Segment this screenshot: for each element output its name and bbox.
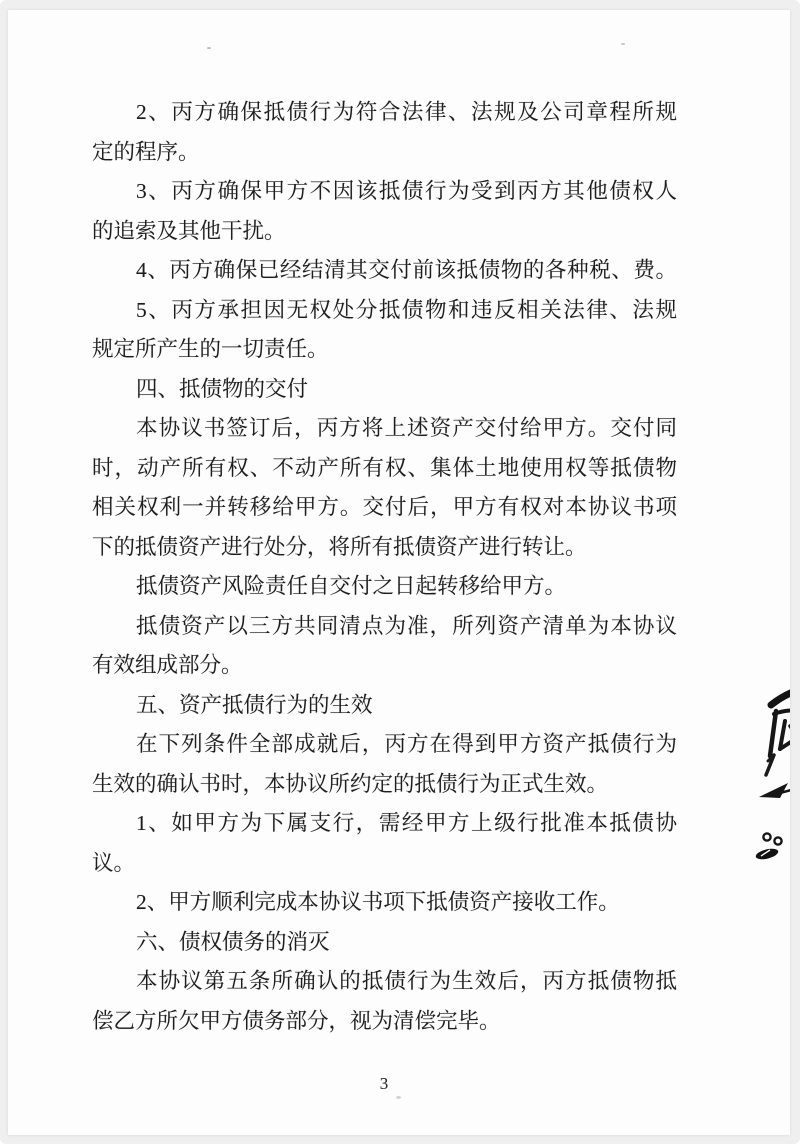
text-line: 2、甲方顺利完成本协议书项下抵债资产接收工作。 (136, 890, 620, 914)
text-line: 1、如甲方为下属支行，需经甲方上级行批准本抵债协 (136, 811, 677, 835)
handwriting-marks-icon (745, 680, 790, 870)
text-line: 有效组成部分。 (92, 653, 243, 677)
text-line: 本协议书签订后，丙方将上述资产交付给甲方。交付同 (136, 416, 677, 440)
text-line: 3、丙方确保甲方不因该抵债行为受到丙方其他债权人 (136, 179, 677, 203)
scan-speck (396, 1096, 401, 1099)
text-line: 本协议第五条所确认的抵债行为生效后，丙方抵债物抵 (136, 969, 677, 993)
document-page (8, 10, 790, 1135)
contract-text (92, 93, 677, 1041)
text-line: 5、丙方承担因无权处分抵债物和违反相关法律、法规 (136, 297, 677, 322)
text-line: 抵债资产风险责任自交付之日起转移给甲方。 (136, 574, 567, 598)
text-line: 规定所产生的一切责任。 (92, 337, 329, 361)
text-line: 的追索及其他干扰。 (92, 218, 286, 243)
scan-speck (207, 47, 211, 49)
scan-speck (621, 43, 625, 45)
text-line: 时，动产所有权、不动产所有权、集体土地使用权等抵债物 (92, 455, 677, 480)
text-line: 议。 (92, 850, 136, 875)
page-number: 3 (379, 1074, 389, 1093)
text-line: 下的抵债资产进行处分，将所有抵债资产进行转让。 (92, 534, 587, 559)
text-line: 五、资产抵债行为的生效 (136, 692, 373, 717)
text-line: 抵债资产以三方共同清点为准，所列资产清单为本协议 (136, 613, 677, 638)
text-line: 六、债权债务的消灭 (136, 929, 330, 954)
text-line: 定的程序。 (92, 139, 200, 164)
text-line: 相关权利一并转移给甲方。交付后，甲方有权对本协议书项 (92, 495, 677, 519)
text-line: 2、丙方确保抵债行为符合法律、法规及公司章程所规 (136, 100, 677, 124)
text-line: 在下列条件全部成就后，丙方在得到甲方资产抵债行为 (136, 732, 677, 756)
text-line: 偿乙方所欠甲方债务部分，视为清偿完毕。 (92, 1008, 501, 1033)
text-line: 4、丙方确保已经结清其交付前该抵债物的各种税、费。 (136, 258, 677, 282)
text-line: 四、抵债物的交付 (136, 376, 309, 401)
text-line: 生效的确认书时，本协议所约定的抵债行为正式生效。 (92, 771, 609, 796)
